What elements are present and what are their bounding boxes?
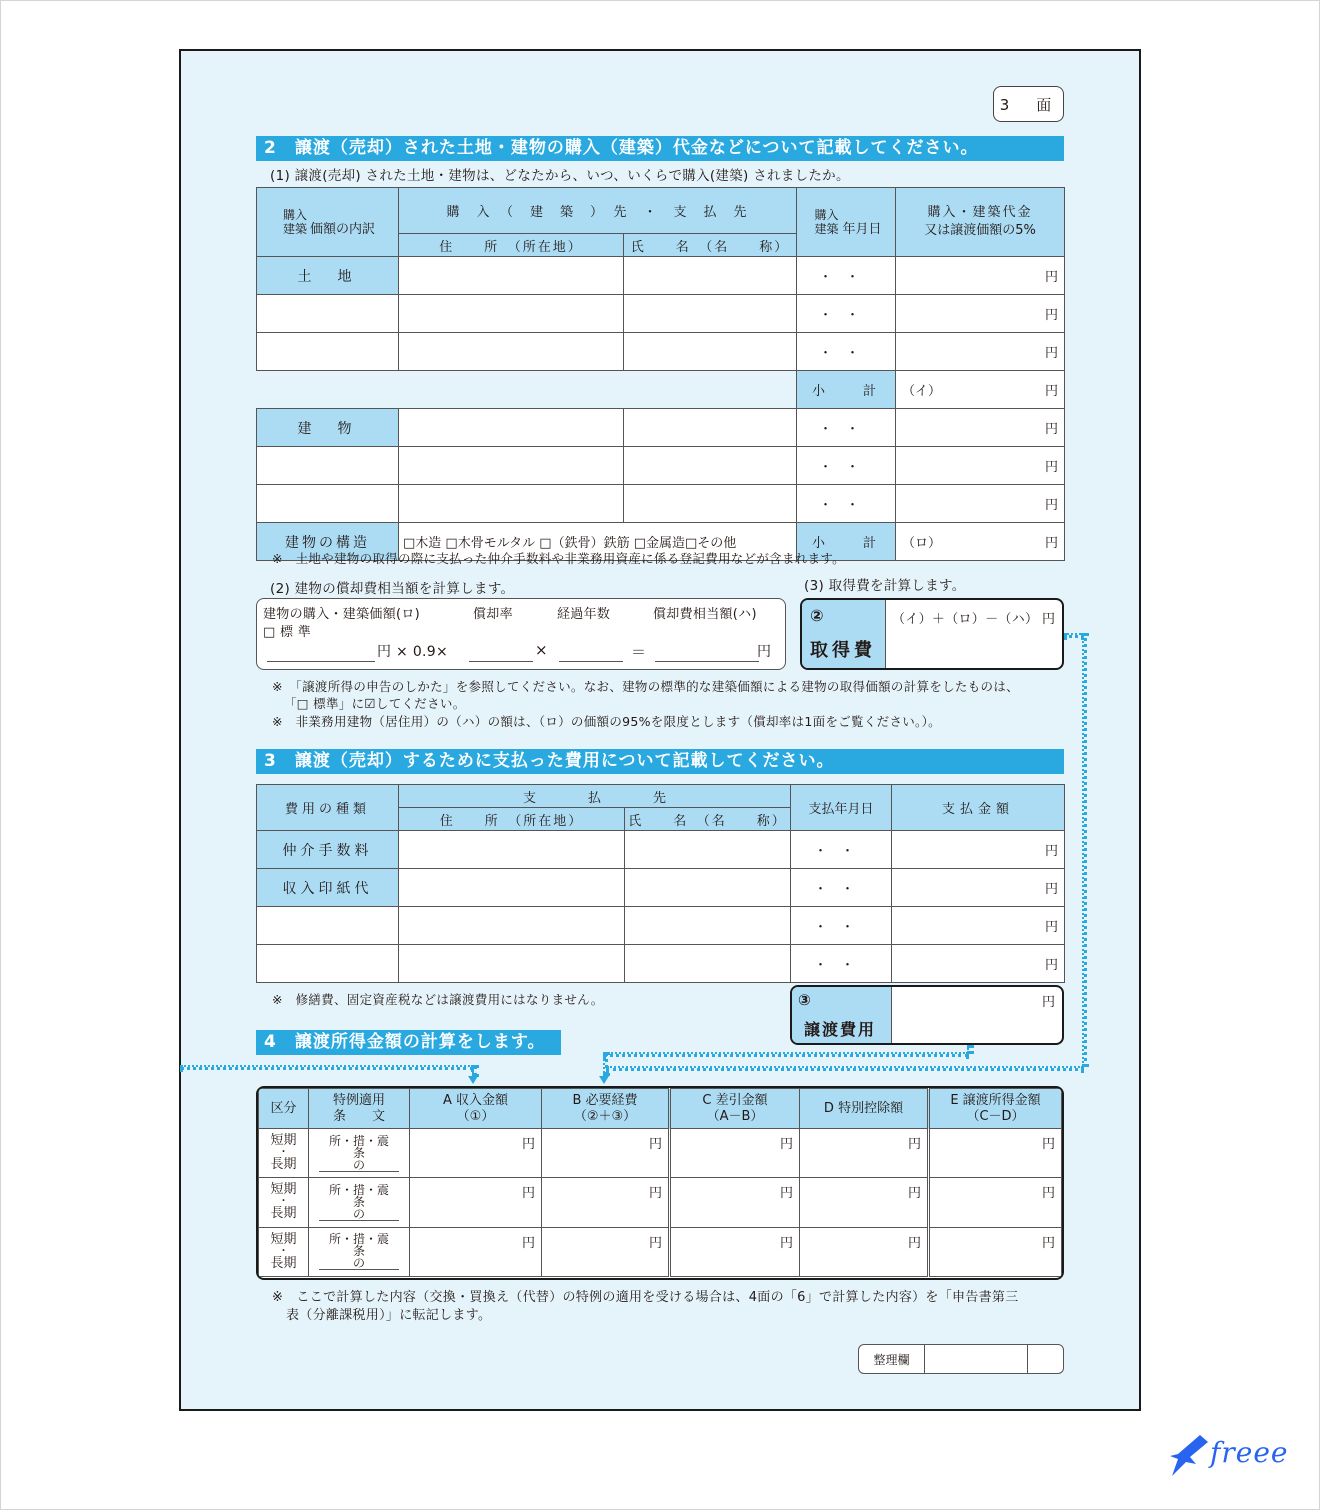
building-amount-3[interactable]: 円 [896,485,1065,523]
term-long-2[interactable]: 長期 [270,1206,297,1222]
exp-name-4[interactable] [625,945,791,983]
term-short-1[interactable]: 短期 [270,1133,297,1149]
building-row-1 [257,409,1065,447]
term-long-1[interactable]: 長期 [270,1157,297,1173]
land-subtotal-yen[interactable]: 円 [1045,384,1059,399]
law-no-2[interactable]: の [319,1208,399,1221]
income-b-2[interactable]: 円 [542,1178,670,1227]
building-label: 建 物 [257,409,399,447]
acq-yen[interactable]: 円 [1042,612,1056,627]
arrow-a-icon [468,1076,478,1084]
calc-yen: 円 [757,644,772,660]
law-1[interactable]: 所・措・震 [328,1133,389,1148]
income-d-1[interactable]: 円 [800,1129,929,1178]
purchase-table [256,187,1065,561]
exp-hdr-amount: 支払金額 [892,785,1065,831]
freee-wordmark: freee [1210,1436,1289,1469]
exp-hdr-name: 氏 名 （名 称） [625,808,791,831]
structure-label: 建物の構造 [257,523,399,561]
building-row-2 [257,447,1065,485]
hdr-kubun: 区分 [259,1089,309,1129]
income-calc-table [258,1088,1062,1277]
seiri-box [858,1344,1064,1374]
exp-row-4 [257,945,1065,983]
note-1: ※ 土地や建物の取得の際に支払った仲介手数料や非業務用資産に係る登記費用などが含まれます。 [272,551,845,566]
connector-c-top [1064,633,1084,638]
hdr-date: 購入 建築 [814,207,839,236]
building-date-1[interactable]: ・・ [797,409,896,447]
exp-total-label: 譲渡費用 [804,1020,877,1039]
question-3: (3) 取得費を計算します。 [804,578,966,594]
building-amount-1[interactable]: 円 [896,409,1065,447]
income-e-2[interactable]: 円 [929,1178,1062,1227]
income-row-2 [259,1178,1062,1227]
land-row-3 [257,333,1065,371]
exp-total-yen[interactable]: 円 [1042,995,1056,1010]
building-row-3 [257,485,1065,523]
law-jo-1: 条 [352,1145,365,1160]
income-d-2[interactable]: 円 [800,1178,929,1227]
building-amount-2[interactable]: 円 [896,447,1065,485]
building-subtotal-yen[interactable]: 円 [1045,536,1059,551]
term-short-3[interactable]: 短期 [270,1231,297,1247]
exp-row-1 [257,831,1065,869]
hdr-b-2: （②＋③） [573,1108,637,1124]
income-calc-table-wrap [256,1086,1064,1280]
law-no-1[interactable]: の [319,1159,399,1172]
note-2a: ※ 「譲渡所得の申告のしかた」を参照してください。なお、建物の標準的な建築価額による建物の取得価額の計算をしたものは、 [272,679,1019,694]
building-subtotal-label: 小 計 [797,523,896,561]
income-e-1[interactable]: 円 [929,1129,1062,1178]
exp-address-4[interactable] [399,945,625,983]
term-dot-3: ・ [278,1245,289,1257]
section-2-title: 2 譲渡（売却）された土地・建物の購入（建築）代金などについて記載してください。 [256,136,1064,161]
exp-date-2[interactable]: ・・ [791,869,892,907]
income-b-1[interactable]: 円 [542,1129,670,1178]
calc-years-input[interactable] [559,661,623,662]
sub-i-label: （イ） [902,384,942,399]
term-dot-1: ・ [278,1147,289,1159]
hdr-tokurei-1: 特例適用 [332,1092,385,1108]
calc-standard-checkbox[interactable]: □ 標 準 [263,625,312,640]
exp-name-2[interactable] [625,869,791,907]
term-long-3[interactable]: 長期 [270,1255,297,1271]
land-address-3[interactable] [399,333,624,371]
page-number: 3 面 [993,86,1064,122]
connector-b-up [967,1045,972,1054]
income-b-3[interactable]: 円 [542,1227,670,1276]
calc-price-input[interactable] [267,661,375,662]
freee-logo [1168,1430,1288,1480]
land-row-1 [257,257,1065,295]
transfer-expense-box [790,985,1064,1045]
building-name-3[interactable] [624,485,797,523]
hdr-kind: 購入 建築 [282,207,307,236]
note-3: ※ 非業務用建物（居住用）の（ハ）の額は、（ロ）の価額の95%を限度とします（償却率は1面をご覧ください。）。 [272,714,941,729]
section-4-title: 4 譲渡所得金額の計算をします。 [256,1030,561,1055]
building-date-2[interactable]: ・・ [797,447,896,485]
building-name-2[interactable] [624,447,797,485]
income-c-3[interactable]: 円 [670,1227,800,1276]
exp-kind-1: 仲介手数料 [257,831,399,869]
connector-a [180,1065,474,1070]
seiri-divider [1027,1345,1028,1373]
acq-formula: （イ）＋（ロ）－（ハ） [892,612,1039,627]
seiri-label: 整理欄 [859,1345,925,1373]
exp-hdr-payee: 支 払 先 [399,785,791,808]
purchase-table-wrap [256,187,1064,551]
building-kind-3[interactable] [257,485,399,523]
exp-row-3 [257,907,1065,945]
law-2[interactable]: 所・措・震 [328,1182,389,1197]
land-name-2[interactable] [624,295,797,333]
land-name-1[interactable] [624,257,797,295]
calc-years-label: 経過年数 [557,607,611,622]
hdr-e-2: （C－D） [966,1108,1025,1124]
building-address-1[interactable] [399,409,624,447]
exp-name-3[interactable] [625,907,791,945]
exp-hdr-date: 支払年月日 [791,785,892,831]
question-1: (1) 譲渡(売却) された土地・建物は、どなたから、いつ、いくらで購入(建築) されましたか。 [270,168,850,184]
exp-address-2[interactable] [399,869,625,907]
exp-amount-3[interactable]: 円 [892,907,1065,945]
connector-b-down [603,1052,608,1076]
hdr-tokurei-2: 条 文 [332,1108,385,1124]
calc-mult-2: × [535,641,548,659]
hdr-a-1: A 収入金額 [442,1092,509,1108]
building-kind-2[interactable] [257,447,399,485]
income-c-1[interactable]: 円 [670,1129,800,1178]
income-d-3[interactable]: 円 [800,1227,929,1276]
land-date-1[interactable]: ・・ [797,257,896,295]
exp-kind-2: 収入印紙代 [257,869,399,907]
hdr-c-1: C 差引金額 [702,1092,768,1108]
exp-kind-3[interactable] [257,907,399,945]
exp-row-2 [257,869,1065,907]
land-name-3[interactable] [624,333,797,371]
exp-name-1[interactable] [625,831,791,869]
law-3[interactable]: 所・措・震 [328,1232,389,1247]
building-address-2[interactable] [399,447,624,485]
land-kind-3[interactable] [257,333,399,371]
exp-hdr-kind: 費用の種類 [257,785,399,831]
exp-address-3[interactable] [399,907,625,945]
income-a-3[interactable]: 円 [410,1227,542,1276]
income-c-2[interactable]: 円 [670,1178,800,1227]
land-subtotal-row [257,371,1065,409]
calc-dep-input[interactable] [655,661,759,662]
expense-note: ※ 修繕費、固定資産税などは譲渡費用にはなりません。 [272,992,604,1007]
exp-total-number: ③ [798,991,812,1009]
connector-c-bottom [606,1066,1084,1071]
hdr-e-1: E 譲渡所得金額 [950,1092,1041,1108]
law-jo-3: 条 [352,1244,365,1259]
calc-rate-label: 償却率 [473,607,513,622]
hdr-a-2: （①） [456,1108,495,1124]
hdr-c-2: （A－B） [706,1108,764,1124]
connector-b [603,1052,969,1057]
term-short-2[interactable]: 短期 [270,1182,297,1198]
exp-amount-4[interactable]: 円 [892,945,1065,983]
land-kind-2[interactable] [257,295,399,333]
land-subtotal-label: 小 計 [797,371,896,409]
freee-bird-icon [1168,1432,1212,1478]
structure-options[interactable]: □木造 □木骨モルタル □（鉄骨）鉄筋 □金属造□その他 [399,523,797,561]
hdr-amount-2: 又は譲渡価額の5% [924,223,1036,238]
income-a-2[interactable]: 円 [410,1178,542,1227]
land-address-1[interactable] [399,257,624,295]
exp-hdr-address: 住 所 （所在地） [399,808,625,831]
question-2: (2) 建物の償却費相当額を計算します。 [270,581,515,597]
land-address-2[interactable] [399,295,624,333]
land-date-2[interactable]: ・・ [797,295,896,333]
calc-equals: ＝ [631,643,647,661]
calc-price-label: 建物の購入・建築価額(ロ) [263,607,421,622]
land-amount-3[interactable]: 円 [896,333,1065,371]
land-amount-2[interactable]: 円 [896,295,1065,333]
calc-mult-1: 円 × 0.9× [377,644,449,660]
hdr-amount-1: 購入・建築代金 [927,205,1033,220]
acq-label: 取得費 [810,640,876,661]
hdr-kind-suffix: 価額の内訳 [309,221,375,237]
sub-ro-label: （ロ） [902,536,942,551]
building-address-3[interactable] [399,485,624,523]
connector-c-side [1082,633,1087,1067]
exp-date-1[interactable]: ・・ [791,831,892,869]
income-row-3 [259,1227,1062,1276]
exp-amount-1[interactable]: 円 [892,831,1065,869]
hdr-b-1: B 必要経費 [572,1092,638,1108]
exp-date-4[interactable]: ・・ [791,945,892,983]
exp-date-3[interactable]: ・・ [791,907,892,945]
acquisition-cost-box [800,598,1064,670]
exp-amount-2[interactable]: 円 [892,869,1065,907]
law-no-3[interactable]: の [319,1257,399,1270]
hdr-seller: 購 入 （ 建 築 ） 先 ・ 支 払 先 [399,188,797,234]
expense-table [256,784,1065,983]
hdr-d: D 特別控除額 [800,1089,929,1129]
land-amount-1[interactable]: 円 [896,257,1065,295]
term-dot-2: ・ [278,1196,289,1208]
income-a-1[interactable]: 円 [410,1129,542,1178]
calc-dep-label: 償却費相当額(ハ) [653,607,757,622]
hdr-date-suffix: 年月日 [842,221,882,237]
income-e-3[interactable]: 円 [929,1227,1062,1276]
income-note-a: ※ ここで計算した内容（交換・買換え（代替）の特例の適用を受ける場合は、4面の「6」で計算した内容）を「申告書第三 [272,1290,1019,1305]
section-3-title: 3 譲渡（売却）するために支払った費用について記載してください。 [256,749,1064,774]
law-jo-2: 条 [352,1194,365,1209]
exp-address-1[interactable] [399,831,625,869]
acq-number: ② [810,606,824,625]
building-name-1[interactable] [624,409,797,447]
exp-kind-4[interactable] [257,945,399,983]
note-2b: 「□ 標準」に☑してください。 [284,696,466,711]
income-note-b: 表（分離課税用）」に転記します。 [286,1308,492,1323]
income-row-1 [259,1129,1062,1178]
land-label: 土 地 [257,257,399,295]
arrow-b-icon [599,1076,609,1084]
expense-table-wrap [256,784,1064,983]
land-date-3[interactable]: ・・ [797,333,896,371]
calc-rate-input[interactable] [469,661,533,662]
hdr-name: 氏 名 （名 称） [624,234,797,257]
land-row-2 [257,295,1065,333]
hdr-address: 住 所 （所在地） [399,234,624,257]
depreciation-calc-box [256,598,786,670]
building-date-3[interactable]: ・・ [797,485,896,523]
